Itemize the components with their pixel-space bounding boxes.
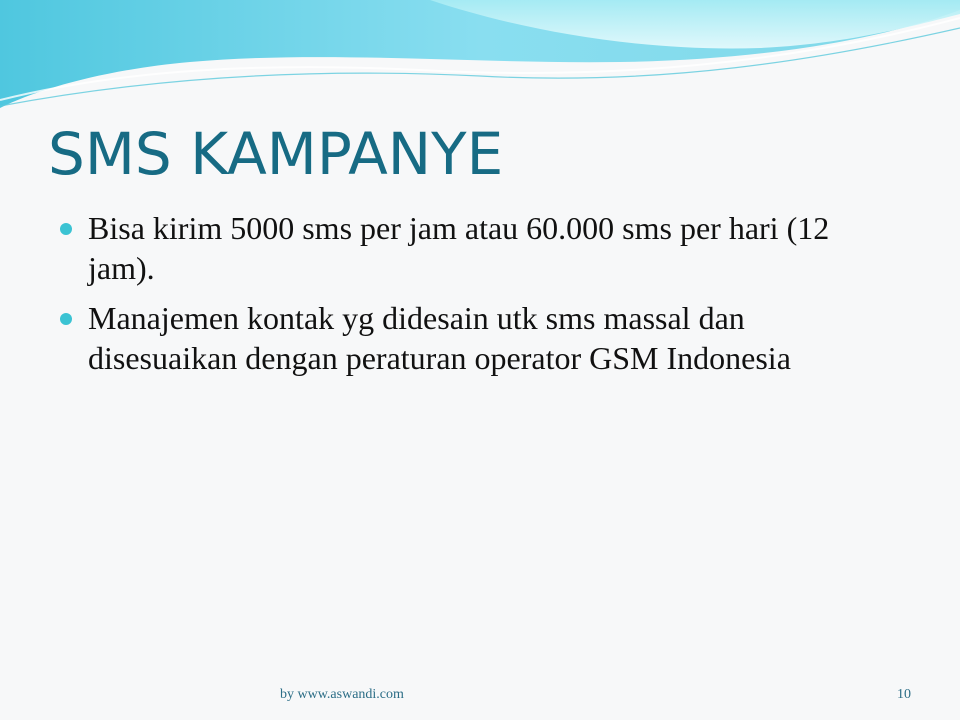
bullet-marker-icon [60, 313, 72, 325]
slide-title: SMS KAMPANYE [48, 120, 504, 188]
bullet-text: Manajemen kontak yg didesain utk sms massal dan disesuaikan dengan peraturan operator GSM Indonesia [88, 300, 791, 376]
bullet-text: Bisa kirim 5000 sms per jam atau 60.000 sms per hari (12 jam). [88, 210, 830, 286]
bullet-list [60, 208, 900, 388]
header-wave-decoration [0, 0, 960, 120]
footer-credit: by www.aswandi.com [280, 687, 404, 702]
slide-number: 10 [897, 687, 911, 702]
bullet-item [60, 298, 900, 378]
bullet-item [60, 208, 900, 288]
bullet-marker-icon [60, 223, 72, 235]
